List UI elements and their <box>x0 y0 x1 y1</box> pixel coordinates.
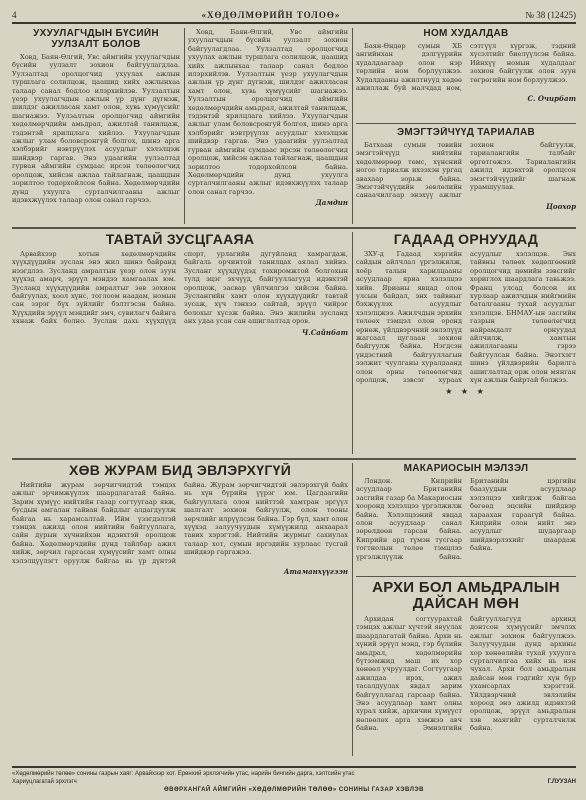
section-divider <box>12 227 576 229</box>
masthead <box>12 8 576 24</box>
article-grid <box>12 28 576 756</box>
article-women-planted <box>356 127 576 224</box>
article-signature: Атаманхүүгээн <box>283 567 348 577</box>
article-foreign-news <box>356 232 576 454</box>
column-divider <box>352 463 353 756</box>
article-signature: С. Очирбат <box>527 94 576 104</box>
article-text: Баян-Өндөр сумын ХБ ангийнхан дэлгүүрийн худалдаагаар олон нэр төрлийн ном борлуулжээ. Худалдааны ажилтнууд хөдөө ажиллаж буй малчдад ном, сэтгүүл хүргэж, тэдний хүсэлтийг биелүүлсэн байна. Ийнхүү номын худалдааг зохион байгуулж олон зуун төгрөгийн ном борлуулжээ. <box>356 42 576 93</box>
article-agitators-cont <box>188 28 348 224</box>
article-text: Нийтийн журам зөрчигчидтэй тэмцэх ажлыг эрчимжүүлэх шаардлагатай байна. Зарим хүмүүс нийтийн газар согтуугаар явж, бусдын амгалан тайван байдлыг алдагдуулж байгаа нь харамсалтай. Ийм үзэгдэлтэй тэмцэх ажилд олон нийтийн байгууллага, сайн дурын хүчнийхэн идэвхтэй оролцож байна. Хөдөлмөрчдийн дунд тайлбар ажил хийж, зөрчил гаргасан хүмүүсийг хамт олны хэлэлцүүлэгт оруулж байгаа нь үр дүнтэй байна. Журам зөрчигчидтэй эвлэрэхгүй байх нь хүн бүрийн үүрэг юм. Цагдаагийн байгууллага олон нийттэй хамтран эргүүл шалгалт зохион байгуулж, олон тооны зөрчлийг илрүүлсэн байна. Гэр бүл, хамт олон хүүхэд залуучуудын хүмүүжилд анхаарал тавих хэрэгтэй. Нийтийн журмыг сахиулах талаар хот, сумын иргэдийн хурлаас тусгай шийдвэр гаргажээ. <box>12 481 348 565</box>
section-divider <box>12 458 576 460</box>
article-text: Батхаан сумын төвийн эмэгтэйчүүд нийтийн хөдөлмөрөөр төмс, хүнсний ногоо тариалж ихээхэн ургац авахаар зорьж байна. Эмэгтэйчүүдийн зөвлөлийн санаачилгаар энэхүү ажлыг зохион байгуулж, тариалангийн талбайг өргөтгөжээ. Тариалангийн ажилд идэвхтэй оролцсон эмэгтэйчүүдийг шагнаж урамшуулав. <box>356 141 576 200</box>
column-divider <box>352 28 353 224</box>
article-title: УХУУЛАГЧДЫН БҮСИЙН УУЛЗАЛТ БОЛОВ <box>33 28 159 50</box>
article-title: ТАВТАЙ ЗУСЦГААЯА <box>105 232 255 247</box>
footer-editor-name: Г.ЛУУЗАН <box>547 779 576 785</box>
footer-publisher: «Хөдөлмөрийн төлөө» сонины газрын хаяг: Арвайхээр хот. Ерөнхий эрхлэгчийн утас, нарийн бичгийн дарга, хэлтсийн утас <box>12 771 355 777</box>
page-number: 4 <box>12 10 17 20</box>
article-title: ЭМЭГТЭЙЧҮҮД ТАРИАЛАВ <box>396 127 536 138</box>
article-signature: Дамдин <box>315 198 348 208</box>
footer-print-line: ӨВӨРХАНГАЙ АЙМГИЙН «ХӨДӨЛМӨРИЙН ТӨЛӨӨ» СОНИНЫ ГАЗАР ХЭВЛЭВ <box>163 787 425 793</box>
section-divider <box>356 123 576 124</box>
article-text: Лондон. Киприйн асуудлаар Британийн засгийн газар ба Макариосын хооронд хэлэлцээ үргэлжилж байна. Хэлэлцээний явцад олон асуудлаар санал зөрөлдөөн гарсан байна. Киприйн ард түмэн тусгаар тогтнолын төлөө тэмцлээ үргэлжлүүлж байна. Британийн цэргийн баазуудын асуудлаар хэлэлцээ хийгдэж байгаа бөгөөд эцсийн шийдвэр хараахан гараагүй байна. Киприйн олон нийт энэ асуудлыг шударгаар шийдвэрлэхийг шаардаж байна. <box>356 477 576 561</box>
article-signature: Цоохор <box>546 201 576 211</box>
article-text: ЗХУ-д Гадаад хэргийн сайдын айлчлал үргэлжилж, хоёр талын харилцааны асуудлаар яриа хэлэлцээ хийв. Ярианы явцад олон улсын байдал, энх тайвныг бэхжүүлэх асуудлыг хэлэлцжээ. Ажилчдын эрхийн төлөөх тэмцэл олон оронд өрнөж, үйлдвэрчний эвлэлүүд жагсаал цуглаан зохион байгуулж байна. Нэгдсэн үндэстний байгууллагын ээлжит чуулганы хуралдаанд олон орны төлөөлөгчид оролцож, зэвсэг хураах асуудлыг хэлэлцэв. Энх тайвны төлөөх хөдөлгөөний оролцогчид цөмийн зэвсгийг хориглох шаардлага тавьжээ. Франц улсад болсон их хурлаар ажилчдын нийгмийн баталгааны тухай асуудлыг хэлэлцэв. БНМАУ-ын засгийн газрын төлөөлөгчид найрамдалт орнуудад айлчилж, хамтын ажиллагааны гэрээ байгуулсан байна. Энэтхэгт шинэ үйлдвэрийн барилга ашиглалтад орж олон мянган хүн ажлын байртай болжээ. <box>356 250 576 385</box>
column-divider <box>184 28 185 224</box>
article-signature: Ч.Сайнбат <box>301 327 348 337</box>
article-text: Ховд, Баян-Өлгий, Увс аймгийн ухуулагчдын бүсийн уулзалт зохион байгуулагдлаа. Уулзалтад оролцогчид ухуулах ажлын туршлага солилцож, цаашид хийх ажлынхаа талаар санал бодлоо илэрхийлэв. Уулзалтын үеэр ухуулагчдын ажлын үр дүнг дүгнэж, шилдэг ажилласан хамт олон, хувь хүмүүсийг шагнажээ. Уулзалтын оролцогчид аймгийн хөдөлмөрчдийн амьдрал, ажилтай танилцаж, тэдэнтэй ярилцлага хийлээ. Ухуулагчдын ажлыг улам боловсронгуй болгох, шинэ арга хэлбэрийг нэвтрүүлэх асуудлыг хэлэлцэж шийдвэр гаргав. Энэ удаагийн уулзалтад гурван аймгийн сумдаас ирсэн төлөөлөгчид оролцож, хийсэн ажлаа тайлагнаж, цаашдын зорилтоо тодорхойлсон байна. Хөдөлмөрчдийн дунд ухуулга сурталчилгааны ажлыг идэвхжүүлэх талаар олон санал гарчээ. <box>12 53 180 204</box>
article-public-order <box>12 463 348 756</box>
article-summer-camp <box>12 232 348 454</box>
article-makarios <box>356 463 576 573</box>
article-title: ХӨВ ЖУРАМ БИД ЭВЛЭРХҮГҮЙ <box>68 463 292 478</box>
article-text: Архидан согтуурахтай тэмцэх ажлыг хүчтэй явуулах шаардлагатай байна. Архи нь хүний эрүүл мэнд, гэр бүлийн амьдрал, хөдөлмөрийн бүтээмжид маш их хор хөнөөл учруулдаг. Согтуугаар ажилдаа ирэх, ажил тасалдуулах явдал зарим байгууллагад гарсаар байна. Энэ асуудлаар хамт олны хурал хийж, архичин хүмүүст нөлөөлөх арга хэмжээ авч байна. Эмнэлгийн байгууллагууд архинд донтсон хүмүүсийг эмчлэх ажлыг зохион байгуулжээ. Залуучуудын дунд архины хор хөнөөлийн тухай ухуулга сурталчилгаа хийх нь нэн чухал. Архи бол амьдралын дайсан мөн гэдгийг хүн бүр ухамсарлах хэрэгтэй. Үйлдвэрчний эвлэлийн хороод энэ ажилд идэвхтэй оролцож, эрүүл амьдралын хэв маягийг сурталчилж байна. <box>356 615 576 733</box>
newspaper-title: «ХӨДӨЛМӨРИЙН ТОЛОӨ» <box>201 10 341 20</box>
article-title: АРХИ БОЛ АМЬДРАЛЫН ДАЙСАН МӨН <box>372 580 560 612</box>
article-title: ГАДААД ОРНУУДАД <box>393 232 539 247</box>
article-books <box>356 28 576 120</box>
footer <box>12 766 576 794</box>
article-agitators <box>12 28 180 224</box>
separator-stars: ★ ★ ★ <box>445 386 487 396</box>
article-text: Ховд, Баян-Өлгий, Увс аймгийн ухуулагчдын бүсийн уулзалт зохион байгуулагдлаа. Уулзалтад оролцогчид ухуулах ажлын туршлага солилцож, цаашид хийх ажлынхаа талаар санал бодлоо илэрхийлэв. Уулзалтын үеэр ухуулагчдын ажлын үр дүнг дүгнэж, шилдэг ажилласан хамт олон, хувь хүмүүсийг шагнажээ. Уулзалтын оролцогчид аймгийн хөдөлмөрчдийн амьдрал, ажилтай танилцаж, тэдэнтэй ярилцлага хийлээ. Ухуулагчдын ажлыг улам боловсронгуй болгох, шинэ арга хэлбэрийг нэвтрүүлэх асуудлыг хэлэлцэж шийдвэр гаргав. Энэ удаагийн уулзалтад гурван аймгийн сумдаас ирсэн төлөөлөгчид оролцож, хийсэн ажлаа тайлагнаж, цаашдын зорилтоо тодорхойлсон байна. Хөдөлмөрчдийн дунд ухуулга сурталчилгааны ажлыг идэвхжүүлэх талаар олон санал гарчээ. <box>188 28 348 196</box>
section-divider <box>356 576 576 577</box>
column-divider <box>352 232 353 454</box>
issue-number: № 38 (12425) <box>525 10 576 20</box>
article-title: НОМ ХУДАЛДАВ <box>423 28 509 39</box>
article-text: Арвайхээр хотын хөдөлмөрчдийн хүүхдүүдийн зуслан энэ жил шинэ байранд нээгдлээ. Зусланд амралтын үеэр олон зуун хүүхэд амарч, эрүүл мэндээ хамгаалах юм. Зусланд хүүхдүүдийн амралтыг зөв зохион байгуулах, хоол хүнс, тоглоом наадам, номын сан зэрэг бүх зүйлийг бэлтгэсэн байна. Хүүхдийн эрүүл мэндийг эмч, сувилагч байнга хянаж байх болно. Зуслан дахь хүүхдүүд спорт, урлагийн дугуйланд хамрагдаж, байгаль орчинтой танилцах аялал хийнэ. Зусланг хүүхдүүдэд тохиромжтой болгохын тулд эцэг эхчүүд, байгууллагууд идэвхтэй оролцож, засвар үйлчилгээ хийсэн байна. Зуслангийн хамт олон хүүхдүүдийг тавтай зусаж, хүч тэнхээ сайтай, эрүүл чийрэг болохыг хүсэж байна. Энэ жилийн зусланд анх удаа усан сан ашиглалтад оров. <box>12 250 348 326</box>
article-title: МАКАРИОСЫН МЭЛЗЭЛ <box>403 463 529 474</box>
footer-editor-label: Хариуцлагатай эрхлэгч <box>12 779 77 785</box>
article-alcohol <box>356 580 576 756</box>
